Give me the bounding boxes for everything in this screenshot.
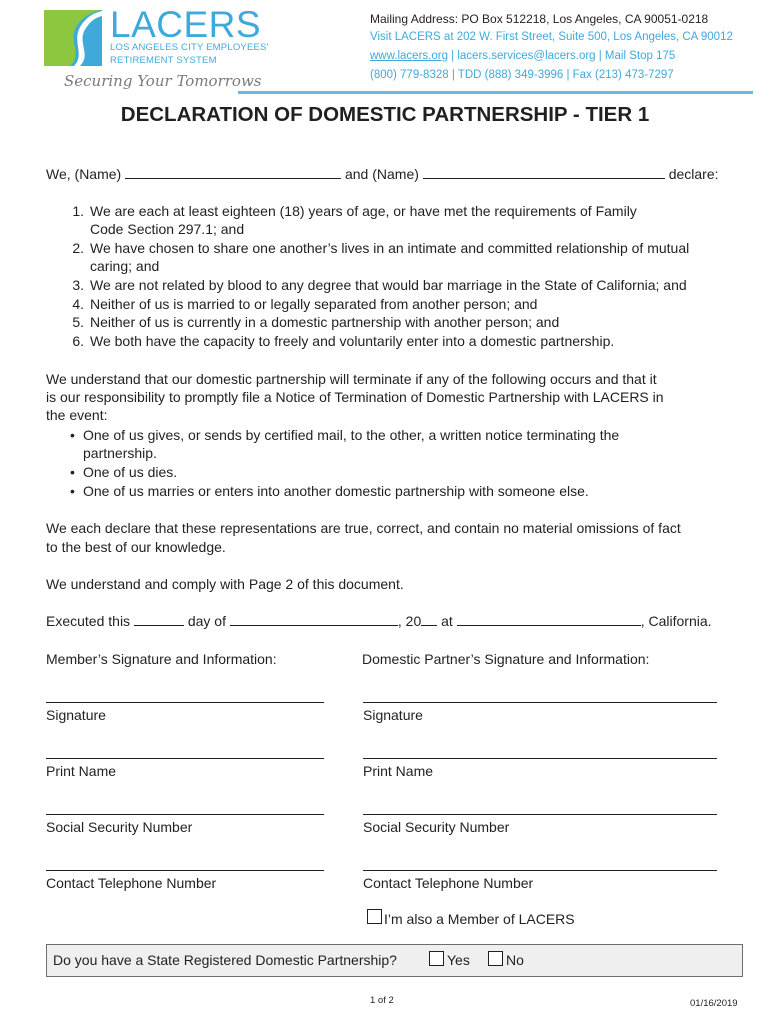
list-item: Neither of us is currently in a domestic partnership with another person; and [90,314,560,330]
partner-signature-field[interactable] [363,702,717,703]
no-checkbox[interactable] [488,951,503,966]
bullet-item: One of us gives, or sends by certified mail, to the other, a written notice terminating the [83,427,620,443]
revision-date: 01/16/2019 [690,998,738,1009]
partner-print-name-field[interactable] [363,758,717,759]
member-print-name-label: Print Name [46,763,117,779]
question-text: Do you have a State Registered Domestic Partnership? [53,952,397,968]
termination-text: the event: [46,407,108,423]
comply-text: We understand and comply with Page 2 of this document. [46,576,404,592]
member-phone-field[interactable] [46,870,324,871]
list-number: 6. [72,333,84,349]
list-item: We are each at least eighteen (18) years of age, or have met the requirements of Family [90,203,637,219]
bullet-item: partnership. [83,445,157,461]
member-ssn-field[interactable] [46,814,324,815]
day-of-label: day of [187,613,226,629]
we-label: We, (Name) [46,166,122,182]
list-item: We are not related by blood to any degree that would bar marriage in the State of California; and [90,277,687,293]
termination-text: We understand that our domestic partnership will terminate if any of the following occurs and that it [46,371,657,387]
member-heading: Member’s Signature and Information: [46,651,277,667]
day-field[interactable] [134,612,184,626]
list-item: We both have the capacity to freely and voluntarily enter into a domestic partnership. [90,333,615,349]
list-item: caring; and [90,258,160,274]
declaration-text: to the best of our knowledge. [46,539,226,555]
and-label: and (Name) [344,166,419,182]
bullet-item: One of us marries or enters into another domestic partnership with someone else. [83,483,589,499]
month-field[interactable] [230,612,398,626]
yes-checkbox[interactable] [429,951,444,966]
logo-text: LACERS [110,4,262,45]
name-1-field[interactable] [125,165,341,179]
executed-label: Executed this [46,613,131,629]
website-link[interactable]: www.lacers.org [370,50,448,62]
list-number: 2. [72,240,84,256]
contact-line [370,50,675,62]
member-ssn-label: Social Security Number [46,819,193,835]
partner-phone-field[interactable] [363,870,717,871]
bullet-icon: • [70,427,75,443]
partner-print-name-label: Print Name [363,763,434,779]
member-signature-field[interactable] [46,702,324,703]
partner-ssn-label: Social Security Number [363,819,510,835]
list-number: 1. [72,203,84,219]
mailing-address: Mailing Address: PO Box 512218, Los Angeles, CA 90051-0218 [370,12,709,26]
list-item: We have chosen to share one another’s lives in an intimate and committed relationship of mutual [90,240,690,256]
declaration-text: We each declare that these representations are true, correct, and contain no material omissions of fact [46,520,681,536]
bullet-icon: • [70,464,75,480]
visit-address: Visit LACERS at 202 W. First Street, Suite 500, Los Angeles, CA 90012 [370,31,733,43]
lacers-logo-icon [44,10,102,66]
header-divider [238,91,753,94]
bullet-icon: • [70,483,75,499]
partner-signature-label: Signature [363,707,423,723]
list-number: 4. [72,296,84,312]
list-item: Code Section 297.1; and [90,221,245,237]
partner-phone-label: Contact Telephone Number [363,875,534,891]
intro-line [46,165,719,183]
list-number: 3. [72,277,84,293]
termination-text: is our responsibility to promptly file a Notice of Termination of Domestic Partnership with LACERS in [46,389,664,405]
tagline: Securing Your Tomorrows [64,72,262,90]
contact-rest: | lacers.services@lacers.org | Mail Stop 175 [447,50,676,62]
page-title: DECLARATION OF DOMESTIC PARTNERSHIP - TIER 1 [120,103,650,126]
executed-line [46,612,712,630]
member-signature-label: Signature [46,707,106,723]
name-2-field[interactable] [423,165,665,179]
list-item: Neither of us is married to or legally separated from another person; and [90,296,538,312]
also-member-label: I’m also a Member of LACERS [384,911,575,927]
year-prefix: , 20 [397,613,422,629]
declare-label: declare: [668,166,719,182]
bullet-item: One of us dies. [83,464,178,480]
california-label: , California. [640,613,712,629]
list-number: 5. [72,314,84,330]
city-field[interactable] [457,612,641,626]
at-label: at [441,613,453,629]
page-number: 1 of 2 [370,995,394,1006]
member-print-name-field[interactable] [46,758,324,759]
partner-heading: Domestic Partner’s Signature and Information: [362,651,650,667]
member-phone-label: Contact Telephone Number [46,875,217,891]
partner-ssn-field[interactable] [363,814,717,815]
logo-subtitle: LOS ANGELES CITY EMPLOYEES' [110,42,269,53]
year-field[interactable] [421,612,437,626]
logo-subtitle: RETIREMENT SYSTEM [110,55,217,66]
yes-label: Yes [447,952,470,968]
no-label: No [506,952,524,968]
also-member-checkbox[interactable] [367,909,382,924]
phone-numbers: (800) 779-8328 | TDD (888) 349-3996 | Fax (213) 473-7297 [370,69,674,81]
